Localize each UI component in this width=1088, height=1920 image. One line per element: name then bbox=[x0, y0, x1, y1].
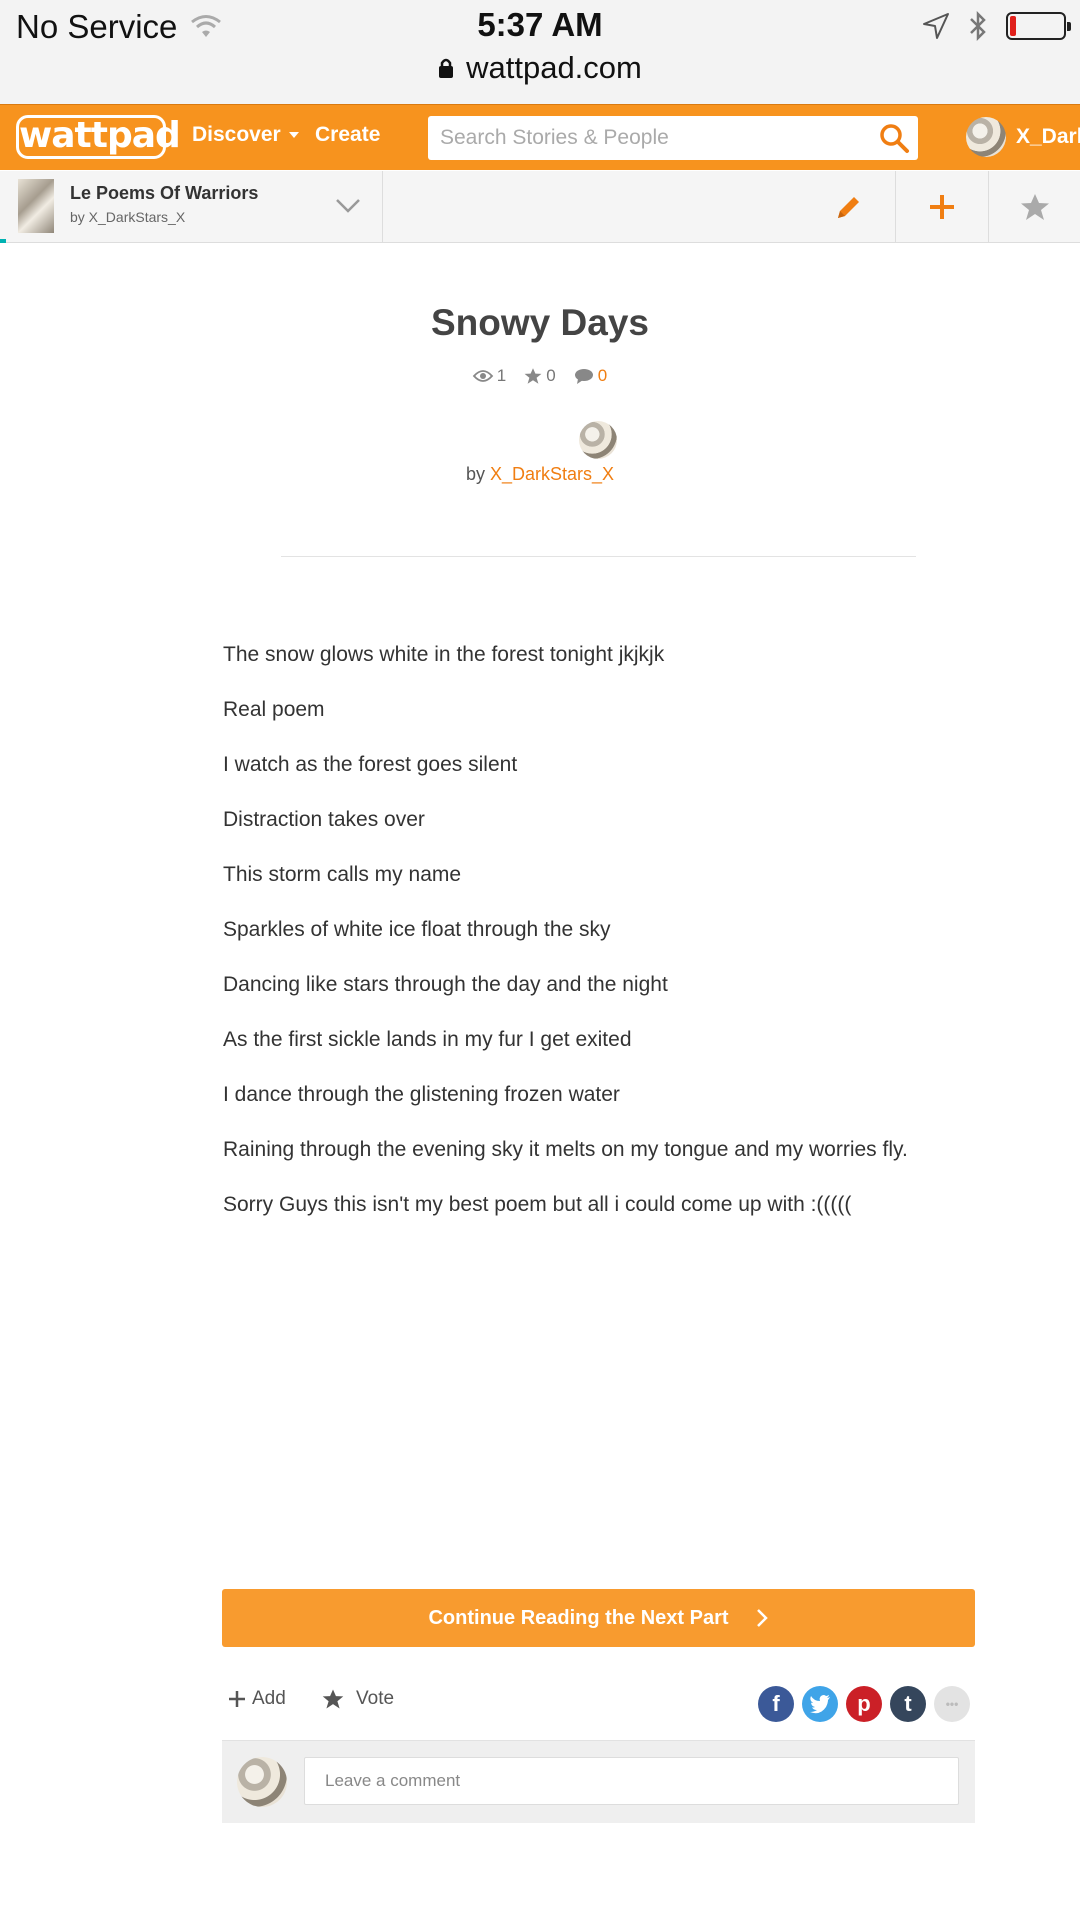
star-icon bbox=[1020, 192, 1050, 222]
comments-count: 0 bbox=[597, 366, 608, 385]
star-icon bbox=[524, 367, 542, 385]
location-arrow-icon bbox=[922, 12, 950, 40]
byline bbox=[0, 464, 1080, 485]
poem-line: Real poem bbox=[223, 698, 325, 721]
vote-button[interactable] bbox=[322, 1688, 394, 1710]
more-share-button[interactable] bbox=[934, 1686, 970, 1722]
username-label: X_Dark bbox=[1016, 125, 1088, 148]
search-input[interactable] bbox=[440, 126, 870, 150]
user-avatar bbox=[966, 117, 1006, 157]
comment-box bbox=[222, 1740, 975, 1823]
poem-line: Raining through the evening sky it melts on my tongue and my worries fly. bbox=[223, 1138, 908, 1161]
votes-count: 0 bbox=[546, 366, 556, 385]
add-button[interactable] bbox=[228, 1688, 286, 1710]
chevron-down-icon[interactable] bbox=[334, 191, 362, 219]
chevron-right-icon bbox=[755, 1608, 769, 1628]
twitter-icon bbox=[809, 1695, 831, 1713]
pinterest-share-button[interactable] bbox=[846, 1686, 882, 1722]
star-icon bbox=[322, 1688, 344, 1710]
poem-line: Dancing like stars through the day and the night bbox=[223, 973, 668, 996]
tumblr-share-button[interactable] bbox=[890, 1686, 926, 1722]
vote-label: Vote bbox=[356, 1688, 395, 1709]
story-text bbox=[223, 640, 983, 1245]
edit-button[interactable] bbox=[804, 171, 894, 243]
twitter-share-button[interactable] bbox=[802, 1686, 838, 1722]
poem-line: Distraction takes over bbox=[223, 808, 425, 831]
site-header bbox=[0, 104, 1088, 170]
eye-icon bbox=[473, 369, 493, 383]
facebook-share-button[interactable] bbox=[758, 1686, 794, 1722]
search-icon[interactable] bbox=[878, 122, 910, 154]
story-author: by X_DarkStars_X bbox=[70, 209, 186, 225]
poem-line: Sorry Guys this isn't my best poem but all i could come up with :((((( bbox=[223, 1193, 852, 1216]
commenter-avatar bbox=[237, 1757, 287, 1807]
poem-line: I watch as the forest goes silent bbox=[223, 753, 518, 776]
create-link[interactable]: Create bbox=[315, 123, 381, 146]
poem-line: Sparkles of white ice float through the sky bbox=[223, 918, 611, 941]
carrier-label: No Service bbox=[16, 8, 178, 45]
discover-label: Discover bbox=[192, 123, 281, 146]
lock-icon bbox=[438, 57, 454, 79]
story-toolbar bbox=[0, 171, 1080, 243]
divider bbox=[988, 171, 989, 243]
divider bbox=[281, 556, 916, 557]
search-box bbox=[428, 116, 918, 160]
plus-icon bbox=[927, 192, 957, 222]
reads-count: 1 bbox=[496, 366, 507, 385]
continue-reading-button[interactable] bbox=[222, 1589, 975, 1647]
bluetooth-icon bbox=[968, 10, 988, 42]
discover-menu[interactable] bbox=[192, 123, 299, 147]
poem-line: The snow glows white in the forest tonight jkjkjk bbox=[223, 643, 665, 666]
status-right bbox=[922, 10, 1066, 42]
tumblr-icon: t bbox=[904, 1691, 912, 1716]
user-menu[interactable] bbox=[966, 117, 1088, 157]
comments-stat[interactable] bbox=[574, 366, 607, 386]
comment-input[interactable] bbox=[304, 1757, 959, 1805]
part-title: Snowy Days bbox=[431, 302, 649, 343]
reading-progress bbox=[0, 239, 6, 243]
comment-icon bbox=[574, 368, 594, 384]
part-stats bbox=[0, 366, 1080, 386]
status-bar bbox=[0, 0, 1080, 104]
url-text: wattpad.com bbox=[466, 50, 642, 85]
plus-icon bbox=[228, 1690, 246, 1708]
divider bbox=[382, 171, 383, 243]
story-cover[interactable] bbox=[18, 179, 54, 233]
reads-stat bbox=[473, 366, 506, 386]
address-bar[interactable] bbox=[0, 50, 1080, 86]
divider bbox=[895, 171, 896, 243]
more-icon: ••• bbox=[945, 1697, 959, 1711]
author-avatar[interactable] bbox=[579, 421, 617, 459]
pencil-icon bbox=[834, 192, 864, 222]
poem-line: This storm calls my name bbox=[223, 863, 462, 886]
poem-line: I dance through the glistening frozen water bbox=[223, 1083, 620, 1106]
clock: 5:37 AM bbox=[477, 6, 603, 43]
by-prefix: by bbox=[465, 464, 485, 484]
battery-level bbox=[1010, 16, 1016, 36]
pinterest-icon: p bbox=[857, 1691, 871, 1716]
caret-down-icon bbox=[289, 132, 299, 138]
author-link[interactable]: X_DarkStars_X bbox=[489, 464, 615, 484]
votes-stat bbox=[524, 366, 555, 386]
facebook-icon: f bbox=[772, 1691, 780, 1716]
continue-label: Continue Reading the Next Part bbox=[428, 1606, 729, 1629]
story-title[interactable]: Le Poems Of Warriors bbox=[70, 183, 259, 203]
poem-line: As the first sickle lands in my fur I get exited bbox=[223, 1028, 632, 1051]
battery-icon bbox=[1006, 12, 1066, 40]
wattpad-logo[interactable]: wattpad bbox=[16, 115, 166, 159]
vote-star-button[interactable] bbox=[990, 171, 1080, 243]
add-label: Add bbox=[252, 1688, 286, 1709]
add-to-list-button[interactable] bbox=[897, 171, 987, 243]
